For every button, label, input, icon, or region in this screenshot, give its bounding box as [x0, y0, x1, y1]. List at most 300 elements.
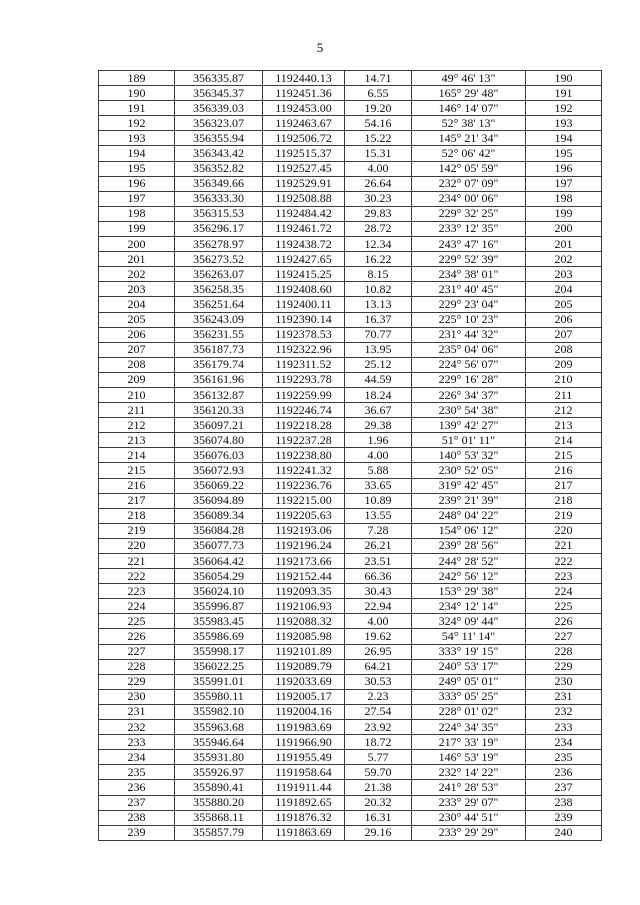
bearing-cell: 234° 12' 14" — [412, 599, 526, 614]
y-coordinate-cell: 1192236.76 — [263, 478, 345, 493]
point-number-cell: 237 — [99, 795, 175, 810]
x-coordinate-cell: 356231.55 — [175, 327, 263, 342]
next-point-number-cell: 222 — [526, 554, 602, 569]
bearing-cell: 232° 14' 22" — [412, 765, 526, 780]
next-point-number-cell: 215 — [526, 448, 602, 463]
y-coordinate-cell: 1192400.11 — [263, 297, 345, 312]
table-row — [99, 463, 602, 478]
x-coordinate-cell: 356022.25 — [175, 659, 263, 674]
table-row — [99, 478, 602, 493]
x-coordinate-cell: 355980.11 — [175, 689, 263, 704]
y-coordinate-cell: 1191911.44 — [263, 780, 345, 795]
next-point-number-cell: 190 — [526, 71, 602, 86]
distance-cell: 18.72 — [345, 735, 412, 750]
point-number-cell: 239 — [99, 825, 175, 840]
point-number-cell: 206 — [99, 327, 175, 342]
point-number-cell: 227 — [99, 644, 175, 659]
point-number-cell: 202 — [99, 267, 175, 282]
point-number-cell: 217 — [99, 493, 175, 508]
y-coordinate-cell: 1192529.91 — [263, 176, 345, 191]
bearing-cell: 146° 53' 19" — [412, 750, 526, 765]
bearing-cell: 229° 16' 28" — [412, 372, 526, 387]
next-point-number-cell: 212 — [526, 403, 602, 418]
y-coordinate-cell: 1192237.28 — [263, 433, 345, 448]
y-coordinate-cell: 1192215.00 — [263, 493, 345, 508]
bearing-cell: 230° 52' 05" — [412, 463, 526, 478]
point-number-cell: 235 — [99, 765, 175, 780]
next-point-number-cell: 208 — [526, 342, 602, 357]
x-coordinate-cell: 355982.10 — [175, 704, 263, 719]
bearing-cell: 233° 12' 35" — [412, 221, 526, 236]
y-coordinate-cell: 1192415.25 — [263, 267, 345, 282]
next-point-number-cell: 213 — [526, 418, 602, 433]
point-number-cell: 219 — [99, 523, 175, 538]
table-row — [99, 267, 602, 282]
point-number-cell: 200 — [99, 237, 175, 252]
distance-cell: 16.37 — [345, 312, 412, 327]
table-row — [99, 71, 602, 86]
table-row — [99, 372, 602, 387]
x-coordinate-cell: 356179.74 — [175, 357, 263, 372]
bearing-cell: 333° 19' 15" — [412, 644, 526, 659]
distance-cell: 10.82 — [345, 282, 412, 297]
bearing-cell: 249° 05' 01" — [412, 674, 526, 689]
point-number-cell: 207 — [99, 342, 175, 357]
point-number-cell: 204 — [99, 297, 175, 312]
table-row — [99, 357, 602, 372]
x-coordinate-cell: 356054.29 — [175, 569, 263, 584]
table-row — [99, 101, 602, 116]
bearing-cell: 229° 52' 39" — [412, 252, 526, 267]
point-number-cell: 191 — [99, 101, 175, 116]
y-coordinate-cell: 1192293.78 — [263, 372, 345, 387]
next-point-number-cell: 230 — [526, 674, 602, 689]
y-coordinate-cell: 1192506.72 — [263, 131, 345, 146]
next-point-number-cell: 235 — [526, 750, 602, 765]
y-coordinate-cell: 1192484.42 — [263, 206, 345, 221]
bearing-cell: 235° 04' 06" — [412, 342, 526, 357]
y-coordinate-cell: 1192259.99 — [263, 387, 345, 402]
next-point-number-cell: 199 — [526, 206, 602, 221]
bearing-cell: 224° 56' 07" — [412, 357, 526, 372]
bearing-cell: 217° 33' 19" — [412, 735, 526, 750]
y-coordinate-cell: 1192527.45 — [263, 161, 345, 176]
y-coordinate-cell: 1192241.32 — [263, 463, 345, 478]
x-coordinate-cell: 356323.07 — [175, 116, 263, 131]
point-number-cell: 234 — [99, 750, 175, 765]
x-coordinate-cell: 356076.03 — [175, 448, 263, 463]
bearing-cell: 232° 07' 09" — [412, 176, 526, 191]
distance-cell: 4.00 — [345, 448, 412, 463]
next-point-number-cell: 192 — [526, 101, 602, 116]
bearing-cell: 154° 06' 12" — [412, 523, 526, 538]
next-point-number-cell: 202 — [526, 252, 602, 267]
table-row — [99, 810, 602, 825]
point-number-cell: 211 — [99, 403, 175, 418]
point-number-cell: 214 — [99, 448, 175, 463]
y-coordinate-cell: 1192085.98 — [263, 629, 345, 644]
next-point-number-cell: 221 — [526, 538, 602, 553]
next-point-number-cell: 195 — [526, 146, 602, 161]
x-coordinate-cell: 355963.68 — [175, 720, 263, 735]
x-coordinate-cell: 355890.41 — [175, 780, 263, 795]
bearing-cell: 240° 53' 17" — [412, 659, 526, 674]
distance-cell: 14.71 — [345, 71, 412, 86]
distance-cell: 12.34 — [345, 237, 412, 252]
y-coordinate-cell: 1192005.17 — [263, 689, 345, 704]
y-coordinate-cell: 1192238.80 — [263, 448, 345, 463]
table-row — [99, 659, 602, 674]
distance-cell: 66.36 — [345, 569, 412, 584]
point-number-cell: 195 — [99, 161, 175, 176]
bearing-cell: 244° 28' 52" — [412, 554, 526, 569]
next-point-number-cell: 233 — [526, 720, 602, 735]
next-point-number-cell: 203 — [526, 267, 602, 282]
x-coordinate-cell: 355868.11 — [175, 810, 263, 825]
bearing-cell: 229° 32' 25" — [412, 206, 526, 221]
x-coordinate-cell: 356069.22 — [175, 478, 263, 493]
table-row — [99, 176, 602, 191]
table-row — [99, 252, 602, 267]
x-coordinate-cell: 356273.52 — [175, 252, 263, 267]
point-number-cell: 213 — [99, 433, 175, 448]
x-coordinate-cell: 356258.35 — [175, 282, 263, 297]
bearing-cell: 146° 14' 07" — [412, 101, 526, 116]
distance-cell: 26.21 — [345, 538, 412, 553]
table-row — [99, 795, 602, 810]
y-coordinate-cell: 1192196.24 — [263, 538, 345, 553]
bearing-cell: 49° 46' 13" — [412, 71, 526, 86]
x-coordinate-cell: 356278.97 — [175, 237, 263, 252]
table-row — [99, 569, 602, 584]
table-row — [99, 131, 602, 146]
table-row — [99, 387, 602, 402]
table-row — [99, 86, 602, 101]
bearing-cell: 231° 40' 45" — [412, 282, 526, 297]
table-row — [99, 825, 602, 840]
x-coordinate-cell: 356084.28 — [175, 523, 263, 538]
bearing-cell: 229° 23' 04" — [412, 297, 526, 312]
point-number-cell: 208 — [99, 357, 175, 372]
point-number-cell: 197 — [99, 191, 175, 206]
y-coordinate-cell: 1191892.65 — [263, 795, 345, 810]
table-row — [99, 403, 602, 418]
table-row — [99, 327, 602, 342]
y-coordinate-cell: 1192378.53 — [263, 327, 345, 342]
bearing-cell: 226° 34' 37" — [412, 387, 526, 402]
point-number-cell: 230 — [99, 689, 175, 704]
next-point-number-cell: 198 — [526, 191, 602, 206]
y-coordinate-cell: 1191876.32 — [263, 810, 345, 825]
distance-cell: 30.23 — [345, 191, 412, 206]
distance-cell: 13.55 — [345, 508, 412, 523]
bearing-cell: 54° 11' 14" — [412, 629, 526, 644]
bearing-cell: 228° 01' 02" — [412, 704, 526, 719]
next-point-number-cell: 226 — [526, 614, 602, 629]
x-coordinate-cell: 356077.73 — [175, 538, 263, 553]
next-point-number-cell: 193 — [526, 116, 602, 131]
point-number-cell: 228 — [99, 659, 175, 674]
y-coordinate-cell: 1192515.37 — [263, 146, 345, 161]
point-number-cell: 231 — [99, 704, 175, 719]
y-coordinate-cell: 1191958.64 — [263, 765, 345, 780]
distance-cell: 8.15 — [345, 267, 412, 282]
distance-cell: 16.31 — [345, 810, 412, 825]
table-row — [99, 704, 602, 719]
x-coordinate-cell: 356352.82 — [175, 161, 263, 176]
next-point-number-cell: 229 — [526, 659, 602, 674]
distance-cell: 59.70 — [345, 765, 412, 780]
bearing-cell: 239° 21' 39" — [412, 493, 526, 508]
bearing-cell: 242° 56' 12" — [412, 569, 526, 584]
distance-cell: 5.88 — [345, 463, 412, 478]
coordinate-table-body — [99, 71, 602, 841]
x-coordinate-cell: 355983.45 — [175, 614, 263, 629]
distance-cell: 70.77 — [345, 327, 412, 342]
bearing-cell: 333° 05' 25" — [412, 689, 526, 704]
point-number-cell: 193 — [99, 131, 175, 146]
bearing-cell: 165° 29' 48" — [412, 86, 526, 101]
distance-cell: 7.28 — [345, 523, 412, 538]
table-row — [99, 206, 602, 221]
distance-cell: 22.94 — [345, 599, 412, 614]
y-coordinate-cell: 1192463.67 — [263, 116, 345, 131]
y-coordinate-cell: 1192093.35 — [263, 584, 345, 599]
next-point-number-cell: 224 — [526, 584, 602, 599]
y-coordinate-cell: 1192088.32 — [263, 614, 345, 629]
x-coordinate-cell: 356064.42 — [175, 554, 263, 569]
point-number-cell: 229 — [99, 674, 175, 689]
distance-cell: 21.38 — [345, 780, 412, 795]
table-row — [99, 493, 602, 508]
distance-cell: 5.77 — [345, 750, 412, 765]
distance-cell: 18.24 — [345, 387, 412, 402]
table-row — [99, 689, 602, 704]
x-coordinate-cell: 356263.07 — [175, 267, 263, 282]
point-number-cell: 203 — [99, 282, 175, 297]
point-number-cell: 221 — [99, 554, 175, 569]
distance-cell: 19.62 — [345, 629, 412, 644]
y-coordinate-cell: 1192193.06 — [263, 523, 345, 538]
distance-cell: 13.95 — [345, 342, 412, 357]
distance-cell: 30.53 — [345, 674, 412, 689]
next-point-number-cell: 196 — [526, 161, 602, 176]
bearing-cell: 153° 29' 38" — [412, 584, 526, 599]
coordinate-table — [98, 70, 602, 841]
table-row — [99, 780, 602, 795]
bearing-cell: 230° 54' 38" — [412, 403, 526, 418]
next-point-number-cell: 194 — [526, 131, 602, 146]
table-row — [99, 584, 602, 599]
distance-cell: 13.13 — [345, 297, 412, 312]
x-coordinate-cell: 355857.79 — [175, 825, 263, 840]
next-point-number-cell: 223 — [526, 569, 602, 584]
next-point-number-cell: 219 — [526, 508, 602, 523]
table-row — [99, 433, 602, 448]
x-coordinate-cell: 356315.53 — [175, 206, 263, 221]
bearing-cell: 324° 09' 44" — [412, 614, 526, 629]
x-coordinate-cell: 356339.03 — [175, 101, 263, 116]
distance-cell: 33.65 — [345, 478, 412, 493]
point-number-cell: 224 — [99, 599, 175, 614]
point-number-cell: 210 — [99, 387, 175, 402]
next-point-number-cell: 209 — [526, 357, 602, 372]
table-row — [99, 629, 602, 644]
distance-cell: 2.23 — [345, 689, 412, 704]
point-number-cell: 199 — [99, 221, 175, 236]
bearing-cell: 225° 10' 23" — [412, 312, 526, 327]
y-coordinate-cell: 1192390.14 — [263, 312, 345, 327]
x-coordinate-cell: 356132.87 — [175, 387, 263, 402]
next-point-number-cell: 211 — [526, 387, 602, 402]
distance-cell: 29.83 — [345, 206, 412, 221]
y-coordinate-cell: 1192004.16 — [263, 704, 345, 719]
table-row — [99, 116, 602, 131]
table-row — [99, 599, 602, 614]
bearing-cell: 231° 44' 32" — [412, 327, 526, 342]
next-point-number-cell: 191 — [526, 86, 602, 101]
table-row — [99, 523, 602, 538]
x-coordinate-cell: 356251.64 — [175, 297, 263, 312]
distance-cell: 4.00 — [345, 614, 412, 629]
table-row — [99, 750, 602, 765]
x-coordinate-cell: 356345.37 — [175, 86, 263, 101]
point-number-cell: 238 — [99, 810, 175, 825]
y-coordinate-cell: 1191966.90 — [263, 735, 345, 750]
next-point-number-cell: 236 — [526, 765, 602, 780]
x-coordinate-cell: 356074.80 — [175, 433, 263, 448]
x-coordinate-cell: 356094.89 — [175, 493, 263, 508]
distance-cell: 20.32 — [345, 795, 412, 810]
bearing-cell: 234° 38' 01" — [412, 267, 526, 282]
next-point-number-cell: 238 — [526, 795, 602, 810]
distance-cell: 23.51 — [345, 554, 412, 569]
table-row — [99, 765, 602, 780]
point-number-cell: 194 — [99, 146, 175, 161]
bearing-cell: 241° 28' 53" — [412, 780, 526, 795]
distance-cell: 29.38 — [345, 418, 412, 433]
point-number-cell: 232 — [99, 720, 175, 735]
table-row — [99, 237, 602, 252]
distance-cell: 27.54 — [345, 704, 412, 719]
next-point-number-cell: 206 — [526, 312, 602, 327]
y-coordinate-cell: 1192438.72 — [263, 237, 345, 252]
distance-cell: 30.43 — [345, 584, 412, 599]
next-point-number-cell: 220 — [526, 523, 602, 538]
next-point-number-cell: 228 — [526, 644, 602, 659]
y-coordinate-cell: 1192089.79 — [263, 659, 345, 674]
distance-cell: 15.31 — [345, 146, 412, 161]
next-point-number-cell: 210 — [526, 372, 602, 387]
bearing-cell: 52° 38' 13" — [412, 116, 526, 131]
table-row — [99, 538, 602, 553]
next-point-number-cell: 205 — [526, 297, 602, 312]
x-coordinate-cell: 356335.87 — [175, 71, 263, 86]
table-row — [99, 735, 602, 750]
page-number: 5 — [316, 40, 324, 55]
point-number-cell: 196 — [99, 176, 175, 191]
distance-cell: 1.96 — [345, 433, 412, 448]
x-coordinate-cell: 356120.33 — [175, 403, 263, 418]
next-point-number-cell: 234 — [526, 735, 602, 750]
next-point-number-cell: 225 — [526, 599, 602, 614]
distance-cell: 6.55 — [345, 86, 412, 101]
bearing-cell: 51° 01' 11" — [412, 433, 526, 448]
bearing-cell: 140° 53' 32" — [412, 448, 526, 463]
x-coordinate-cell: 356161.96 — [175, 372, 263, 387]
point-number-cell: 225 — [99, 614, 175, 629]
bearing-cell: 233° 29' 29" — [412, 825, 526, 840]
x-coordinate-cell: 356097.21 — [175, 418, 263, 433]
x-coordinate-cell: 355986.69 — [175, 629, 263, 644]
distance-cell: 36.67 — [345, 403, 412, 418]
table-row — [99, 146, 602, 161]
y-coordinate-cell: 1191983.69 — [263, 720, 345, 735]
point-number-cell: 205 — [99, 312, 175, 327]
y-coordinate-cell: 1192453.00 — [263, 101, 345, 116]
distance-cell: 25.12 — [345, 357, 412, 372]
bearing-cell: 224° 34' 35" — [412, 720, 526, 735]
x-coordinate-cell: 355880.20 — [175, 795, 263, 810]
table-row — [99, 191, 602, 206]
point-number-cell: 220 — [99, 538, 175, 553]
x-coordinate-cell: 355996.87 — [175, 599, 263, 614]
y-coordinate-cell: 1192205.63 — [263, 508, 345, 523]
next-point-number-cell: 237 — [526, 780, 602, 795]
table-row — [99, 221, 602, 236]
distance-cell: 64.21 — [345, 659, 412, 674]
y-coordinate-cell: 1192440.13 — [263, 71, 345, 86]
next-point-number-cell: 240 — [526, 825, 602, 840]
next-point-number-cell: 197 — [526, 176, 602, 191]
x-coordinate-cell: 355991.01 — [175, 674, 263, 689]
bearing-cell: 233° 29' 07" — [412, 795, 526, 810]
x-coordinate-cell: 355931.80 — [175, 750, 263, 765]
point-number-cell: 189 — [99, 71, 175, 86]
y-coordinate-cell: 1192246.74 — [263, 403, 345, 418]
point-number-cell: 233 — [99, 735, 175, 750]
bearing-cell: 139° 42' 27" — [412, 418, 526, 433]
x-coordinate-cell: 355946.64 — [175, 735, 263, 750]
next-point-number-cell: 207 — [526, 327, 602, 342]
x-coordinate-cell: 356296.17 — [175, 221, 263, 236]
distance-cell: 29.16 — [345, 825, 412, 840]
table-row — [99, 418, 602, 433]
next-point-number-cell: 232 — [526, 704, 602, 719]
x-coordinate-cell: 356072.93 — [175, 463, 263, 478]
distance-cell: 23.92 — [345, 720, 412, 735]
bearing-cell: 234° 00' 06" — [412, 191, 526, 206]
point-number-cell: 222 — [99, 569, 175, 584]
distance-cell: 26.64 — [345, 176, 412, 191]
table-row — [99, 161, 602, 176]
point-number-cell: 209 — [99, 372, 175, 387]
x-coordinate-cell: 355998.17 — [175, 644, 263, 659]
bearing-cell: 145° 21' 34" — [412, 131, 526, 146]
point-number-cell: 201 — [99, 252, 175, 267]
point-number-cell: 192 — [99, 116, 175, 131]
point-number-cell: 198 — [99, 206, 175, 221]
next-point-number-cell: 200 — [526, 221, 602, 236]
x-coordinate-cell: 356343.42 — [175, 146, 263, 161]
point-number-cell: 215 — [99, 463, 175, 478]
table-row — [99, 554, 602, 569]
distance-cell: 19.20 — [345, 101, 412, 116]
next-point-number-cell: 216 — [526, 463, 602, 478]
table-row — [99, 312, 602, 327]
bearing-cell: 243° 47' 16" — [412, 237, 526, 252]
point-number-cell: 212 — [99, 418, 175, 433]
